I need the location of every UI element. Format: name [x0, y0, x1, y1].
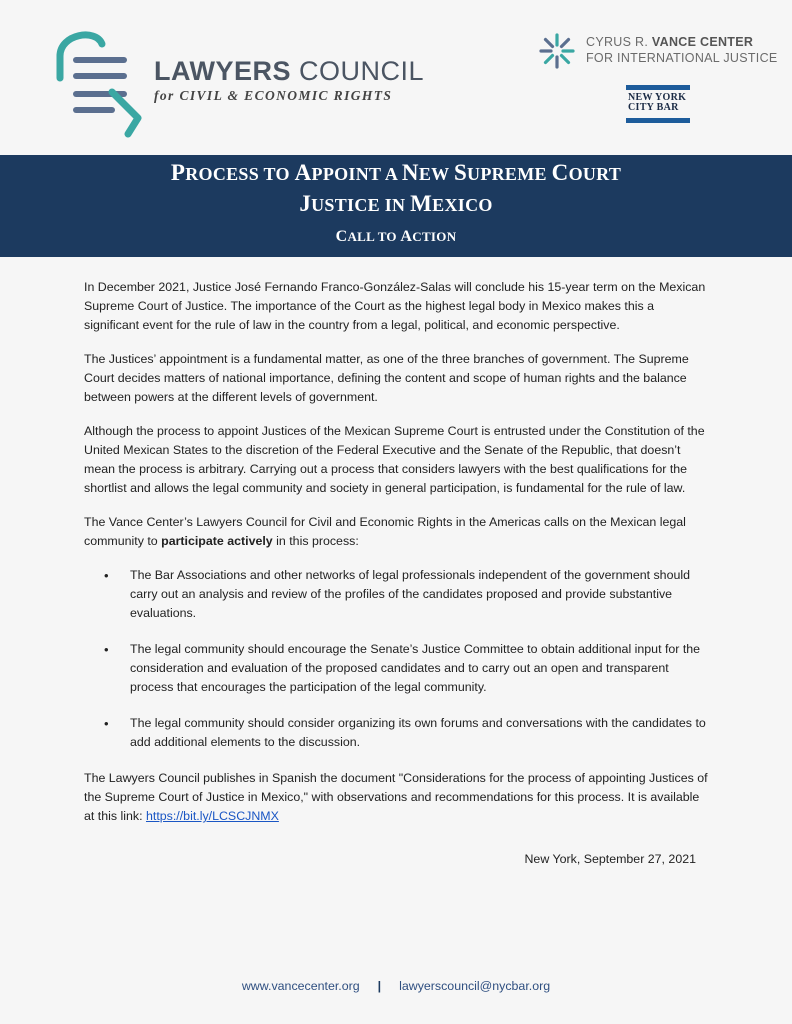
title-banner [0, 155, 792, 257]
lawyers-council-subtitle: for CIVIL & ECONOMIC RIGHTS [154, 88, 393, 103]
nyc-bar-bottom-stripe [626, 118, 690, 123]
title-segment: EW [418, 164, 454, 184]
footer-separator: | [377, 979, 382, 993]
document-body [84, 278, 710, 869]
title-segment: N [401, 160, 419, 185]
title-segment: P [170, 160, 186, 185]
document-title [0, 155, 792, 220]
paragraph-process: Although the process to appoint Justices of the Mexican Supreme Court is entrusted under the Constitution of the United Mexican States to the discretion of the Federal Executive and the Senate of the Republic, that doesn’t mean the process is arbitrary. Carrying out a process that considers lawyers with the best qualifications for the shortlist and allows the legal community and society in general participation, is fundamental for the rule of law. [84, 424, 705, 495]
lawyers-council-logo [52, 26, 437, 141]
page-footer [0, 979, 792, 993]
list-item: • The Bar Associations and other networks of legal professionals independent of the government should carry out an analysis and review of the profiles of the candidates proposed and provide substantive evaluations. [130, 566, 710, 623]
document-title-line-2 [0, 189, 792, 220]
title-segment: ROCESS TO [185, 164, 295, 184]
title-segment: M [410, 191, 433, 216]
emphasis-participate: participate actively [161, 534, 273, 548]
nyc-bar-logo [626, 85, 690, 125]
title-segment: C [551, 160, 569, 185]
title-segment: S [453, 160, 468, 185]
lawyers-council-title: LAWYERS COUNCIL [154, 56, 425, 86]
vance-center-star-icon [538, 32, 576, 70]
title-segment: PPOINT A [311, 164, 402, 184]
title-segment: ALL TO [347, 229, 401, 244]
title-segment: OURT [568, 164, 622, 184]
document-subtitle [0, 228, 792, 246]
title-segment: CTION [412, 229, 457, 244]
paragraph-appointment: The Justices’ appointment is a fundamental matter, as one of the three branches of government. The Supreme Court decides matters of national importance, defining the content and scope of human rights and the balance between powers at the different levels of government. [84, 352, 689, 404]
paragraph-intro: In December 2021, Justice José Fernando Franco-González-Salas will conclude his 15-year term on the Mexican Supreme Court of Justice. The importance of the Court as the highest legal body in Mexico makes this a significant event for the rule of law in the country from a legal, political, and economic perspective. [84, 280, 706, 332]
vance-center-name: CYRUS R. VANCE CENTER [586, 35, 754, 49]
title-segment: J [299, 191, 312, 216]
title-segment: C [335, 228, 348, 245]
document-header [0, 0, 792, 155]
title-segment: EXICO [432, 195, 493, 215]
list-item: • The legal community should consider organizing its own forums and conversations with the candidates to add additional elements to the discussion. [130, 714, 710, 752]
title-segment: USTICE IN [311, 195, 411, 215]
title-segment: A [400, 228, 413, 245]
recommendations-list [84, 566, 710, 752]
nyc-bar-wordmark: NEW YORK CITY BAR [628, 92, 687, 113]
footer-email-link[interactable]: lawyerscouncil@nycbar.org [399, 979, 551, 993]
document-date: New York, September 27, 2021 [524, 852, 696, 866]
title-segment: A [294, 160, 312, 185]
document-title-line-1 [0, 158, 792, 189]
title-segment: UPREME [467, 164, 552, 184]
vance-center-tagline: FOR INTERNATIONAL JUSTICE [586, 51, 778, 65]
nyc-bar-top-stripe [626, 85, 690, 90]
paragraph-call: The Vance Center’s Lawyers Council for Civil and Economic Rights in the Americas calls on the Mexican legal community to participate actively in this process: [84, 515, 686, 548]
vance-center-logo [538, 32, 778, 72]
lawyers-council-mark-icon [52, 26, 152, 141]
document-link[interactable]: https://bit.ly/LCSCJNMX [145, 809, 279, 823]
footer-website-link[interactable]: www.vancecenter.org [241, 979, 360, 993]
paragraph-publication: The Lawyers Council publishes in Spanish the document "Considerations for the process of appointing Justices of the Supreme Court of Justice in Mexico," with observations and recommendations for this process. It is available at this link: https://bit.ly/LCSCJNMX [84, 771, 708, 823]
list-item: • The legal community should encourage the Senate’s Justice Committee to obtain additional input for the consideration and evaluation of the proposed candidates and to carry out an open and transparent process that encourages the participation of the legal community. [130, 640, 710, 697]
